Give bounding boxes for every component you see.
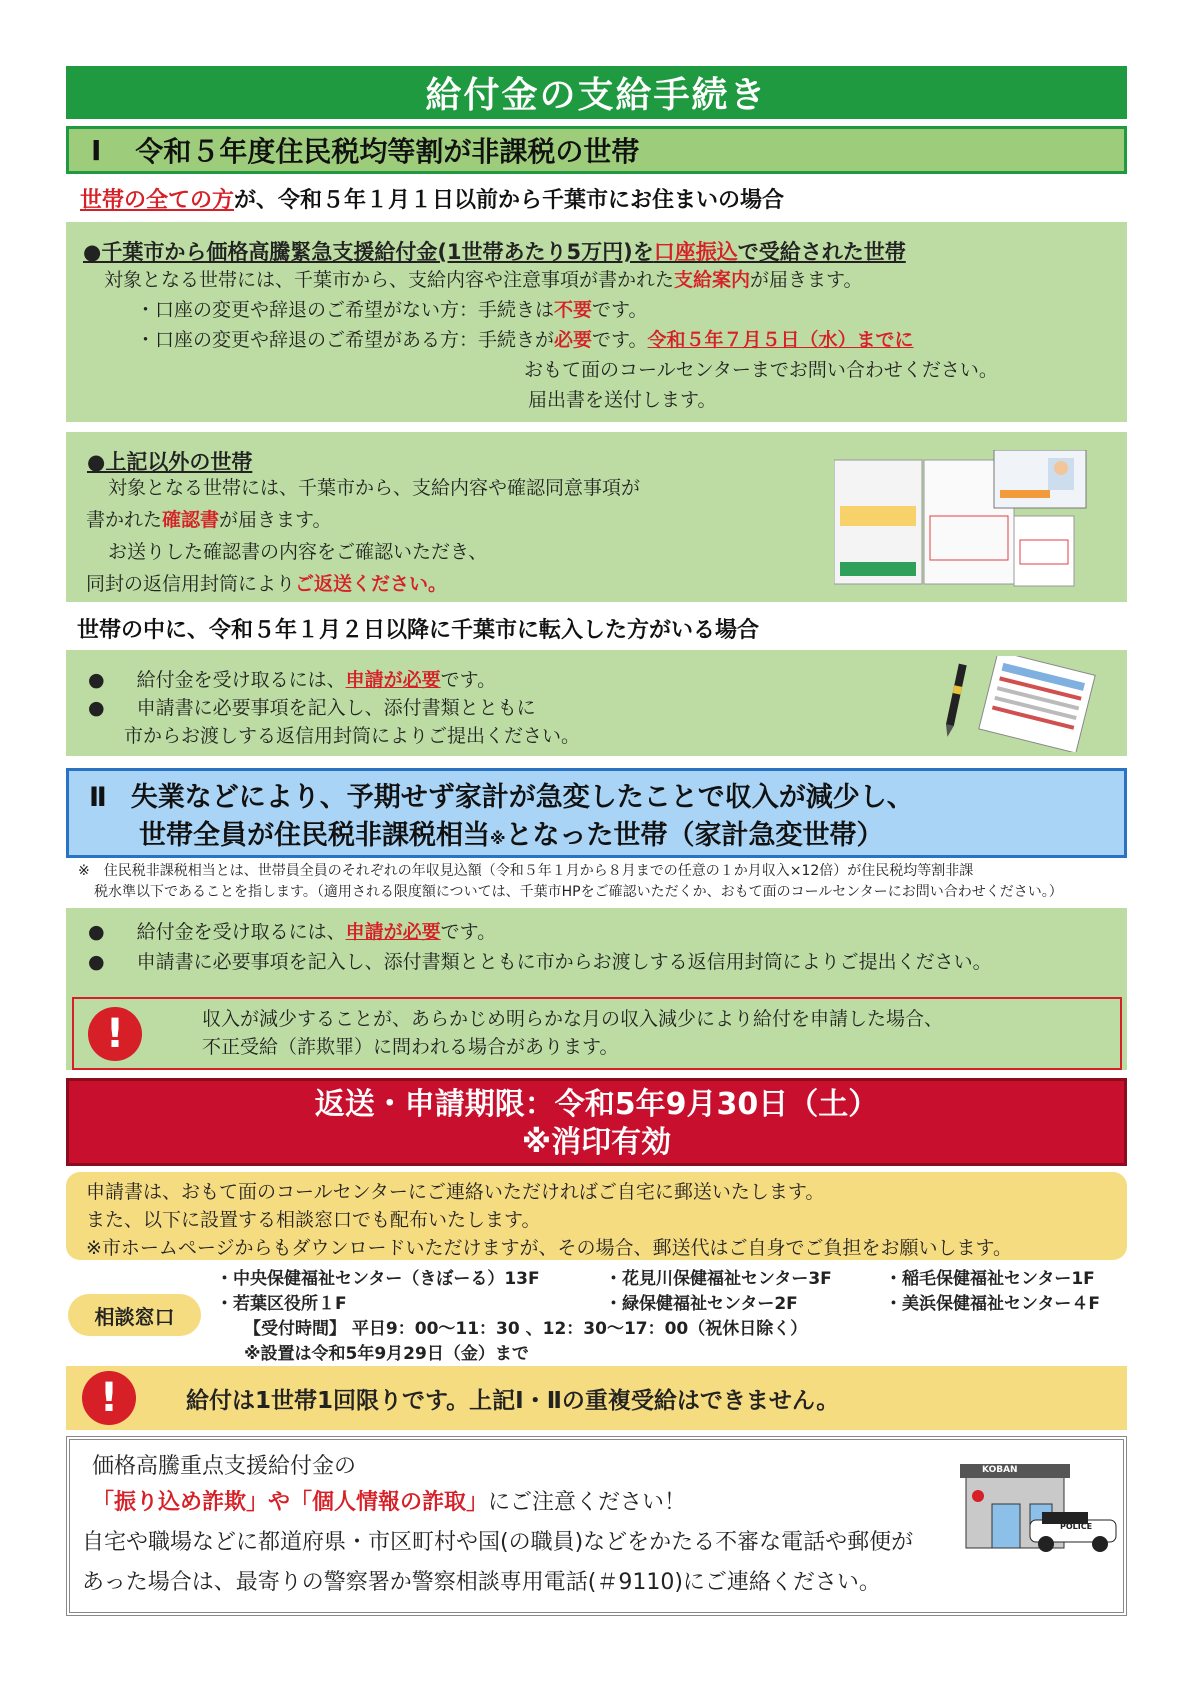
info-line3: ※市ホームページからもダウンロードいただけますが、その場合、郵送代はご自身でご負担をお願いします。 [86,1237,1013,1259]
box2-line4-red: ご返送ください。 [295,573,448,595]
box2-line2-b: が届きます。 [219,509,332,531]
box1-line4: おもて面のコールセンターまでお問い合わせください。 [524,359,998,381]
section2-heading [66,768,1127,858]
fraud-caution-box [66,1436,1127,1616]
case2-lead: 世帯の中に、令和５年１月２日以降に千葉市に転入した方がいる場合 [77,618,760,643]
fraud-line2-red: 「振り込め詐欺」や「個人情報の詐取」 [92,1490,489,1515]
box1-line5: 届出書を送付します。 [528,389,717,411]
box4-b1-a: 給付金を受け取るには、 [136,921,346,943]
box1-line3-red: 必要 [554,329,593,351]
section2-line2-mark: ※ [490,829,506,848]
exclamation-icon: ! [88,1007,142,1061]
application-form-illustration [926,656,1106,752]
box4-bullet1: ● 給付金を受け取るには、申請が必要です。 [88,921,497,943]
counter-r1c2: ・花見川保健福祉センター3F [605,1269,832,1289]
box4-b2: 申請書に必要事項を記入し、添付書類とともに市からお渡しする返信用封筒によりご提出ください。 [136,951,992,973]
section2-line1 [89,779,1124,817]
box2-heading: ●上記以外の世帯 [87,450,253,474]
box-moved-in [66,650,1127,756]
box3-line3: 市からお渡しする返信用封筒によりご提出ください。 [124,725,581,747]
counter-period: ※設置は令和5年9月29日（金）まで [244,1344,529,1364]
box4-b1-red: 申請が必要 [345,921,441,943]
confirmation-document-illustration [834,450,1134,590]
box1-line3-b: です。 [592,329,648,351]
section2-line2-a: 世帯全員が住民税非課税相当 [139,820,490,851]
info-line1: 申請書は、おもて面のコールセンターにご連絡いただければご自宅に郵送いたします。 [86,1181,825,1203]
section2-line1-text: 失業などにより、予期せず家計が急変したことで収入が減少し、 [130,782,914,813]
counter-label: 相談窓口 [68,1294,201,1336]
warning-line2: 不正受給（詐欺罪）に問われる場合があります。 [202,1036,619,1058]
section2-line2-b: となった世帯（家計急変世帯） [505,820,884,851]
section1-title: 令和５年度住民税均等割が非課税の世帯 [135,135,640,168]
counter-r1c1: ・中央保健福祉センター（きぼーる）13F [216,1269,540,1289]
box1-line2 [136,296,648,324]
box3-bullet1: ● 給付金を受け取るには、申請が必要です。 [88,669,497,691]
section1-heading [66,126,1127,174]
exclamation-icon: ! [82,1371,136,1425]
counter-r2c1: ・若葉区役所１F [216,1294,347,1314]
counter-r2c2: ・緑保健福祉センター2F [605,1294,798,1314]
box1-line2-a: 手続きは [478,299,555,321]
box2-line2-red: 確認書 [162,509,220,531]
section2-note2: 税水準以下であることを指します。（適用される限度額については、千葉市HPをご確認いただくか、おもて面のコールセンターにお問い合わせください。） [94,884,1063,900]
box-account-transfer [66,222,1127,422]
box1-heading-a: ●千葉市から価格高騰緊急支援給付金(1世帯あたり5万円)を [83,240,654,264]
case1-lead-text: が、令和５年１月１日以前から千葉市にお住まいの場合 [234,188,785,213]
counter-hours: 【受付時間】 平日9：00～11：30 、12：30～17：00（祝休日除く） [244,1319,808,1339]
police-car-label: POLICE [1060,1522,1093,1531]
section2-number: Ⅱ [89,782,107,813]
box-other-households [66,432,1127,602]
box3-b1-red: 申請が必要 [345,669,441,691]
fraud-line1: 価格高騰重点支援給付金の [92,1454,357,1479]
box1-line1-red: 支給案内 [674,269,751,291]
info-line2: また、以下に設置する相談窓口でも配布いたします。 [86,1209,541,1231]
section2-note1: ※ 住民税非課税相当とは、世帯員全員のそれぞれの年収見込額（令和５年１月から８月までの任意の１か月収入×12倍）が住民税均等割非課 [78,863,974,879]
box1-line3-label: ・口座の変更や辞退のご希望がある方： [136,329,479,351]
once-only-text: 給付は1世帯1回限りです。上記Ⅰ・Ⅱの重複受給はできません。 [186,1388,840,1414]
box1-line1-b: が届きます。 [750,269,863,291]
box2-line2-a: 書かれた [86,509,163,531]
section2-line2 [89,817,1124,858]
deadline-banner [66,1078,1127,1166]
section1-number: Ⅰ [91,133,102,167]
box3-b2: 申請書に必要事項を記入し、添付書類とともに [136,697,536,719]
page-title: 給付金の支給手続き [66,66,1127,119]
application-info-box [66,1172,1127,1260]
box3-bullet2: ● 申請書に必要事項を記入し、添付書類とともに [88,697,536,719]
counter-r1c3: ・稲毛保健福祉センター1F [885,1269,1095,1289]
box1-heading-b: で受給された世帯 [737,240,906,264]
case1-lead [80,183,784,214]
box2-line2 [86,506,332,534]
box1-heading-red: 口座振込 [653,240,738,264]
box3-b1-a: 給付金を受け取るには、 [136,669,346,691]
once-only-box [66,1366,1127,1430]
box2-line1: 対象となる世帯には、千葉市から、支給内容や確認同意事項が [108,477,641,499]
deadline-line2: ※消印有効 [521,1125,672,1160]
box1-line1 [104,266,863,294]
box1-line2-red: 不要 [554,299,593,321]
deadline-line1: 返送・申請期限：令和5年9月30日（土） [314,1087,879,1122]
box1-line2-label: ・口座の変更や辞退のご希望がない方： [136,299,479,321]
warning-line1: 収入が減少することが、あらかじめ明らかな月の収入減少により給付を申請した場合、 [202,1008,944,1030]
box1-line3-deadline: 令和５年７月５日（水）までに [647,329,914,351]
fraud-line4: あった場合は、最寄りの警察署か警察相談専用電話(＃9110)にご連絡ください。 [82,1570,881,1595]
box1-line3 [136,326,914,354]
box1-line1-a: 対象となる世帯には、千葉市から、支給内容や注意事項が書かれた [104,269,675,291]
fraud-warning-box [72,997,1122,1070]
fraud-line2 [92,1486,686,1520]
fraud-line3: 自宅や職場などに都道府県・市区町村や国(の職員)などをかたる不審な電話や郵便が [82,1530,914,1555]
box2-line3: お送りした確認書の内容をご確認いただき、 [108,541,488,563]
counter-r2c3: ・美浜保健福祉センター４F [885,1294,1100,1314]
box2-line4-a: 同封の返信用封筒により [86,573,296,595]
case1-lead-emphasis: 世帯の全ての方 [80,188,235,213]
box1-heading [83,236,906,266]
box4-b1-b: です。 [440,921,497,943]
fraud-line2-b: にご注意ください！ [488,1490,687,1515]
box2-line4 [86,570,447,598]
koban-sign: KOBAN [982,1465,1018,1475]
box3-b1-b: です。 [440,669,497,691]
box1-line2-b: です。 [592,299,648,321]
box4-bullet2: ● 申請書に必要事項を記入し、添付書類とともに市からお渡しする返信用封筒によりご提出ください。 [88,951,992,973]
box1-line3-a: 手続きが [478,329,555,351]
